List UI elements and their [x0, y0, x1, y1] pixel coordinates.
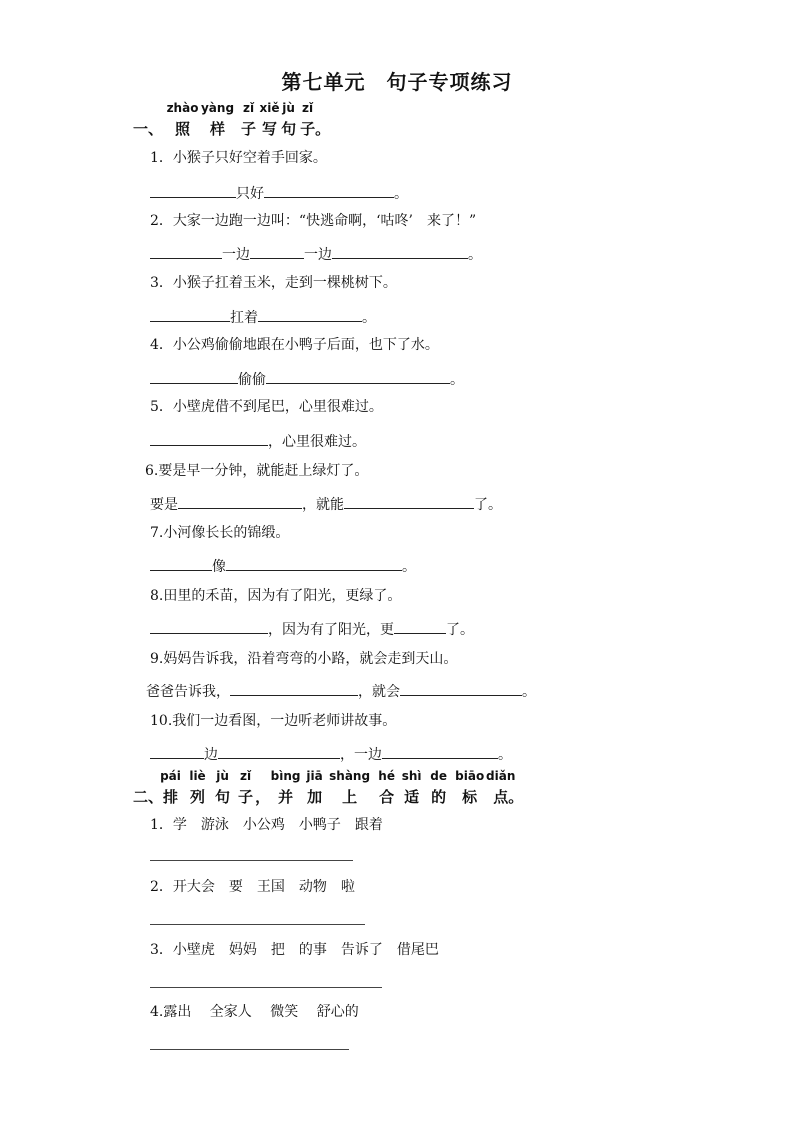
s1-q2-text: 2．大家一边跑一边叫：“快逃命啊，‘咕咚’ 来了！”: [150, 213, 477, 229]
s1-q1-answer: 只好 。: [150, 182, 408, 204]
answer-blank[interactable]: [344, 493, 474, 509]
pinyin: de: [430, 769, 448, 783]
section-2-end: 。: [508, 788, 524, 806]
s1-q9-text: 9.妈妈告诉我，沿着弯弯的小路，就会走到天山。: [150, 651, 458, 667]
section-1-title: [166, 101, 316, 138]
s1-q9-answer: 爸爸告诉我， ，就会 。: [146, 680, 536, 702]
pinyin: bìng: [270, 769, 301, 783]
heading-char: [430, 769, 448, 807]
hanzi: 适: [404, 788, 420, 806]
hanzi: 上: [342, 788, 358, 806]
s1-q1-text: 1．小猴子只好空着手回家。: [150, 150, 327, 166]
answer-blank[interactable]: [394, 618, 446, 634]
answer-blank[interactable]: [250, 243, 304, 259]
hanzi: 照: [175, 120, 191, 138]
s2-q4-text: 4.露出 全家人 微笑 舒心的: [150, 1004, 359, 1020]
s1-q4-answer: 偷偷 。: [150, 368, 464, 390]
pinyin: diǎn: [486, 769, 516, 783]
answer-blank[interactable]: [332, 243, 468, 259]
answer-blank[interactable]: [150, 182, 236, 198]
pinyin: jù: [282, 101, 295, 115]
pinyin: yàng: [200, 101, 235, 115]
answer-blank[interactable]: [150, 430, 268, 446]
answer-blank[interactable]: [382, 743, 498, 759]
hanzi: 句: [215, 788, 231, 806]
answer-blank[interactable]: [150, 306, 230, 322]
hanzi: 句: [281, 120, 297, 138]
s1-q10-text: 10.我们一边看图，一边听老师讲故事。: [150, 713, 397, 729]
s1-q6-text: 6.要是早一分钟，就能赶上绿灯了。: [145, 463, 369, 479]
s1-q10-answer: 边 ，一边 。: [150, 743, 512, 765]
answer-blank[interactable]: [150, 618, 268, 634]
hanzi: 标: [462, 788, 478, 806]
pinyin: jiā: [306, 769, 323, 783]
heading-char: [401, 769, 422, 807]
pinyin: shì: [401, 769, 422, 783]
s1-q3-text: 3．小猴子扛着玉米，走到一棵桃树下。: [150, 275, 397, 291]
s2-q1-answer-line[interactable]: [150, 860, 353, 861]
section-1-heading: [133, 101, 331, 139]
answer-blank[interactable]: [150, 243, 222, 259]
heading-char: [329, 769, 371, 807]
s2-q2-answer-line[interactable]: [150, 924, 365, 925]
pinyin: biāo: [455, 769, 485, 783]
hanzi: 列: [190, 788, 206, 806]
answer-blank[interactable]: [258, 306, 362, 322]
section-2-title: [160, 769, 516, 806]
s2-q4-answer-line[interactable]: [150, 1049, 349, 1050]
s1-q8-answer: ，因为有了阳光，更 了。: [150, 618, 474, 640]
heading-char: [238, 769, 254, 807]
answer-blank[interactable]: [218, 743, 340, 759]
hanzi: 点: [493, 788, 509, 806]
hanzi: 子: [241, 120, 257, 138]
s2-q2-text: 2．开大会 要 王国 动物 啦: [150, 879, 355, 895]
s1-q8-text: 8.田里的禾苗，因为有了阳光，更绿了。: [150, 588, 402, 604]
pinyin: liè: [189, 769, 206, 783]
s2-q1-text: 1．学 游泳 小公鸡 小鸭子 跟着: [150, 817, 383, 833]
pinyin: zǐ: [242, 101, 255, 115]
answer-blank[interactable]: [150, 743, 204, 759]
s1-q3-answer: 扛着 。: [150, 306, 376, 328]
answer-blank[interactable]: [178, 493, 302, 509]
s1-q2-answer: 一边 一边 。: [150, 243, 482, 265]
heading-char: [281, 101, 297, 139]
s1-q6-answer: 要是 ，就能 了。: [150, 493, 502, 515]
hanzi: 合: [379, 788, 395, 806]
pinyin: shàng: [329, 769, 371, 783]
section-1-number: 一、: [133, 120, 164, 138]
answer-blank[interactable]: [266, 368, 450, 384]
s1-q7-answer: 像 。: [150, 555, 416, 577]
heading-char: [486, 769, 516, 807]
hanzi: 样: [210, 120, 226, 138]
heading-char: [200, 101, 235, 139]
heading-char: [166, 101, 199, 139]
section-2-number: 二、: [133, 788, 164, 806]
answer-blank[interactable]: [150, 368, 238, 384]
heading-char: [215, 769, 231, 807]
heading-char: [300, 101, 316, 139]
pinyin: pái: [160, 769, 181, 783]
pinyin: xiě: [259, 101, 280, 115]
answer-blank[interactable]: [400, 680, 522, 696]
hanzi: 子: [238, 788, 254, 806]
heading-char: [259, 101, 280, 139]
pinyin: zǐ: [302, 101, 314, 115]
hanzi: 的: [431, 788, 447, 806]
hanzi: 子: [300, 120, 316, 138]
page-title: 第七单元 句子专项练习: [281, 70, 513, 94]
answer-blank[interactable]: [264, 182, 394, 198]
heading-char: [306, 769, 323, 807]
s1-q5-answer: ，心里很难过。: [150, 430, 366, 452]
hanzi: 排: [163, 788, 179, 806]
s2-q3-text: 3．小壁虎 妈妈 把 的事 告诉了 借尾巴: [150, 942, 439, 958]
answer-blank[interactable]: [230, 680, 358, 696]
pinyin: hé: [378, 769, 395, 783]
section-1-end: 。: [315, 120, 331, 138]
pinyin: jù: [216, 769, 229, 783]
pinyin: zhào: [166, 101, 199, 115]
heading-char: [160, 769, 181, 807]
s1-q7-text: 7.小河像长长的锦缎。: [150, 525, 290, 541]
answer-blank[interactable]: [150, 555, 212, 571]
section-2-heading: [133, 769, 524, 807]
heading-char: [378, 769, 395, 807]
hanzi: 写: [262, 120, 278, 138]
hanzi: 并: [278, 788, 294, 806]
answer-blank[interactable]: [226, 555, 402, 571]
hanzi: ，: [255, 788, 271, 806]
s2-q3-answer-line[interactable]: [150, 987, 382, 988]
heading-char: [189, 769, 206, 807]
heading-char: [455, 769, 485, 807]
heading-char: [255, 786, 270, 807]
heading-char: [270, 769, 301, 807]
heading-char: [241, 101, 257, 139]
s1-q5-text: 5．小壁虎借不到尾巴，心里很难过。: [150, 399, 383, 415]
hanzi: 加: [307, 788, 323, 806]
s1-q4-text: 4．小公鸡偷偷地跟在小鸭子后面，也下了水。: [150, 337, 439, 353]
pinyin: zǐ: [239, 769, 252, 783]
